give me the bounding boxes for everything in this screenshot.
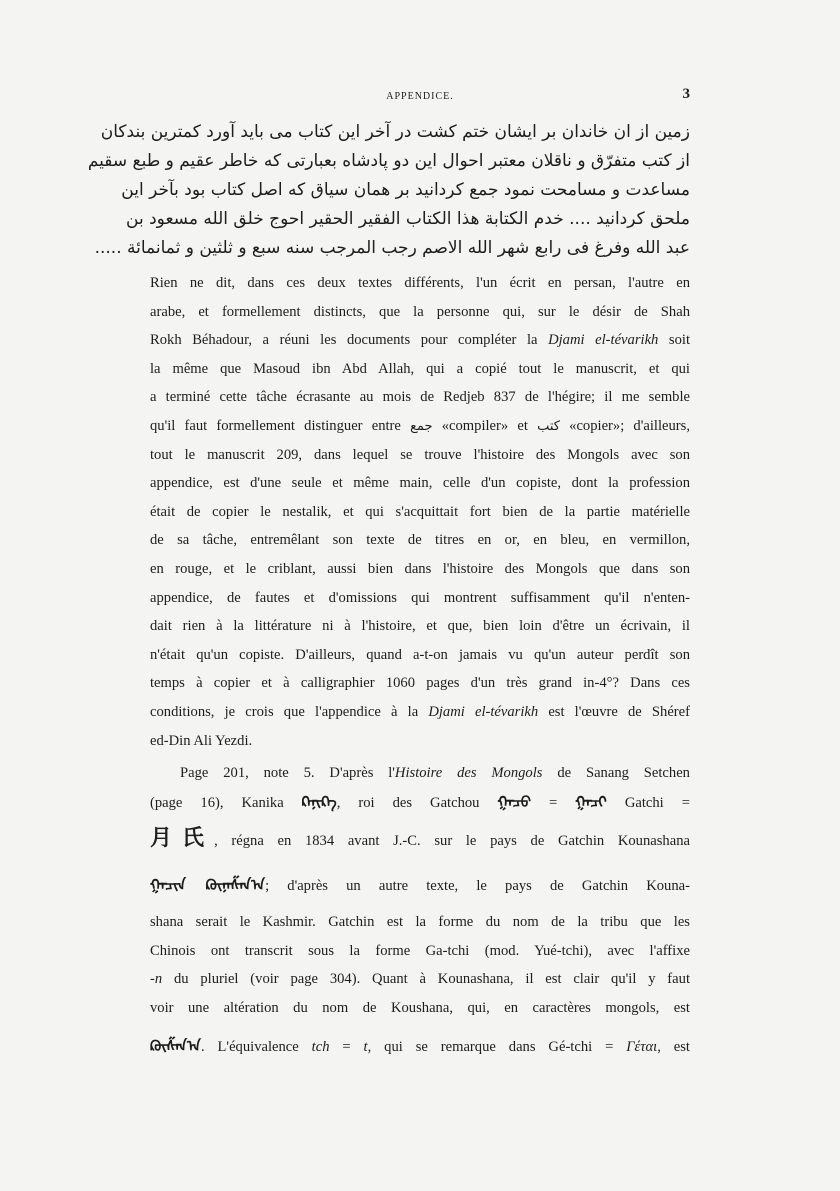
- work-title: Djami el-tévarikh: [428, 703, 539, 720]
- arabic-line: از کتب متفرّق و ناقلان معتبر احوال این دو پادشاه بعبارتی که خاطر عقیم و طبع سقیم: [87, 151, 690, 171]
- persian-arabic-text-block: [87, 118, 690, 263]
- greek-word: Γέται: [626, 1038, 658, 1055]
- arabic-line: زمین از ان خاندان بر ایشان ختم کشت در آخر این کتاب می باید آورد کمترین بندکان: [100, 122, 690, 142]
- text-line: ᠭᠠᠴᠢᠨ ᠺᠦᠨᠠᠱᠠᠨ᠎ᠠ; d'après un autre texte, le pays de Gatchin Kouna-: [150, 876, 690, 895]
- text-line: appendice, de fautes et d'omissions qui montrent suffisamment qu'il n'enten-: [150, 589, 690, 606]
- text-line: arabe, et formellement distincts, que la personne qui, sur le désir de Shah: [150, 303, 690, 320]
- text-line: était de copier le nestalik, et qui s'acquittait fort bien de la partie matérielle: [150, 503, 690, 520]
- text-line: ed-Din Ali Yezdi.: [150, 732, 253, 749]
- chinese-characters: 月氏: [150, 826, 215, 852]
- paragraph-authorship: [150, 269, 690, 755]
- text-line: dait rien à la littérature ni à l'histoire, et que, bien loin d'être un écrivain, il: [150, 618, 690, 635]
- text-line: appendice, est d'une seule et même main, celle d'un copiste, dont la profession: [150, 475, 690, 492]
- text-line: (page 16), Kanika ᠺᠠᠨᠢᠺᠠ, roi des Gatchou ᠭᠠᠴᠤ = ᠭᠠᠴᠢ Gatchi =: [150, 792, 690, 811]
- text-line: Rien ne dit, dans ces deux textes différents, l'un écrit en persan, l'autre en: [150, 275, 690, 291]
- text-line: Page 201, note 5. D'après l'Histoire des Mongols de Sanang Setchen: [180, 765, 690, 781]
- arabic-line: ملحق کردانید .... خدم الکتابة هذا الکتاب الفقیر الحقیر احوج خلق الله مسعود بن: [126, 209, 690, 229]
- mongol-script-kanika: ᠺᠠᠨᠢᠺᠠ: [301, 792, 337, 811]
- text-line: a terminé cette tâche écrasante au mois de Redjeb 837 de l'hégire; il me semble: [150, 389, 690, 406]
- arabic-word-compile: جمع: [410, 418, 433, 434]
- mongol-script-gatchin-kounashana: ᠭᠠᠴᠢᠨ ᠺᠦᠨᠠᠱᠠᠨ᠎ᠠ: [150, 876, 266, 895]
- text-line: 月氏, régna en 1834 avant J.-C. sur le pays de Gatchin Kounashana: [150, 826, 690, 852]
- work-title: Histoire des Mongols: [394, 765, 543, 781]
- page-number: 3: [682, 86, 690, 102]
- text-line: de sa tâche, entremêlant son texte de titres en or, en bleu, en vermillon,: [150, 532, 690, 549]
- page-header: [150, 86, 690, 108]
- arabic-line: مساعدت و مسامحت نمود جمع کردانید بر همان سیاق که اصل کتاب بود بآخر این: [121, 180, 690, 200]
- text-line: conditions, je crois que l'appendice à la Djami el-tévarikh est l'œuvre de Shéref: [150, 703, 690, 720]
- text-line: voir une altération du nom de Koushana, qui, en caractères mongols, est: [150, 999, 690, 1016]
- text-line: temps à copier et à calligraphier 1060 pages d'un très grand in-4°? Dans ces: [150, 675, 690, 692]
- text-line: -n du pluriel (voir page 304). Quant à Kounashana, il est clair qu'il y faut: [150, 971, 690, 988]
- text-line: n'était qu'un copiste. D'ailleurs, quand a-t-on jamais vu qu'un auteur perdît son: [150, 646, 690, 663]
- text-line: Chinois ont transcrit sous la forme Ga-tchi (mod. Yué-tchi), avec l'affixe: [150, 942, 690, 959]
- arabic-word-copy: کتب: [537, 418, 560, 434]
- mongol-script-gatchou: ᠭᠠᠴᠤ: [497, 792, 532, 811]
- work-title: Djami el-tévarikh: [548, 332, 659, 349]
- text-line: tout le manuscrit 209, dans lequel se trouve l'histoire des Mongols avec son: [150, 446, 690, 463]
- text-line: qu'il faut formellement distinguer entre جمع «compiler» et کتب «copier»; d'ailleurs,: [150, 417, 690, 434]
- mongol-script-koushana: ᠺᠦᠱᠠᠨ᠎ᠠ: [150, 1036, 201, 1055]
- running-title: APPENDICE.: [386, 91, 454, 102]
- text-line: shana serait le Kashmir. Gatchin est la forme du nom de la tribu que les: [150, 914, 690, 931]
- text-line: ᠺᠦᠱᠠᠨ᠎ᠠ. L'équivalence tch = t, qui se remarque dans Gé-tchi = Γέται, est: [150, 1036, 690, 1055]
- text-line: Rokh Béhadour, a réuni les documents pour compléter la Djami el-tévarikh soit: [150, 332, 690, 349]
- mongol-script-gatchi: ᠭᠠᠴᠢ: [575, 792, 607, 811]
- text-line: la même que Masoud ibn Abd Allah, qui a copié tout le manuscrit, et qui: [150, 360, 690, 377]
- text-line: en rouge, et le criblant, aussi bien dans l'histoire des Mongols que dans son: [150, 560, 690, 577]
- arabic-line: عبد الله وفرغ فی رابع شهر الله الاصم رجب المرجب سنه سبع و ثلثین و ثمانمائة .....: [94, 238, 690, 258]
- paragraph-note-kanika: [150, 759, 690, 1069]
